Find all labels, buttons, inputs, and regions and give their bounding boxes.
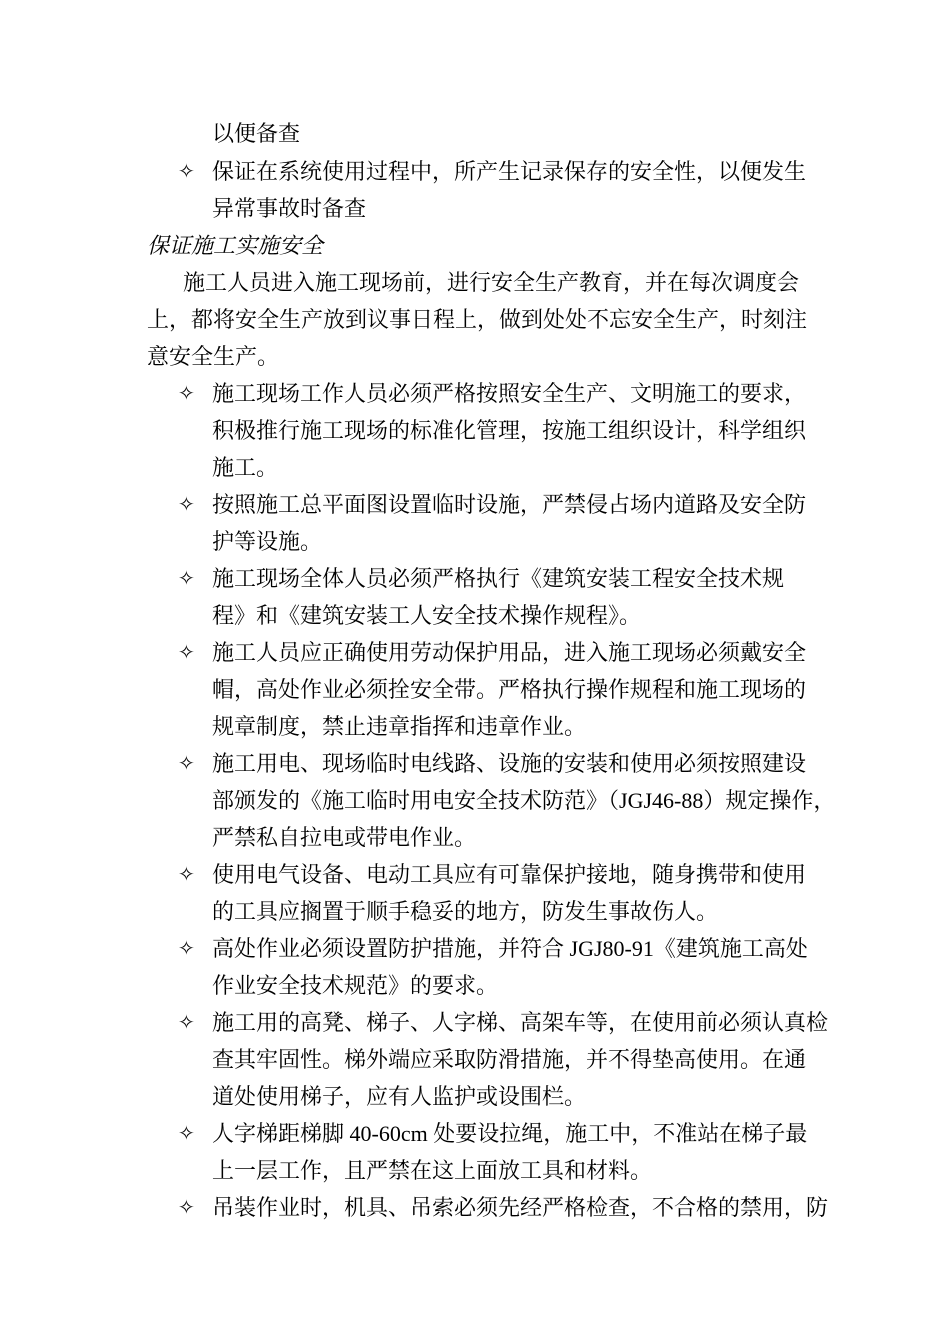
bullet-line: 保证在系统使用过程中，所产生记录保存的安全性，以便发生 (212, 159, 807, 184)
paragraph-line: 上，都将安全生产放到议事日程上，做到处处不忘安全生产，时刻注 (147, 307, 808, 332)
bullet-icon: ✧ (178, 1197, 195, 1219)
bullet-icon: ✧ (178, 1012, 195, 1034)
bullet-icon: ✧ (178, 161, 195, 183)
bullet-line: 施工用的高凳、梯子、人字梯、高架车等，在使用前必须认真检 (212, 1010, 829, 1035)
bullet-line: 上一层工作，且严禁在这上面放工具和材料。 (212, 1158, 653, 1183)
bullet-icon: ✧ (178, 753, 195, 775)
bullet-icon: ✧ (178, 938, 195, 960)
bullet-line: 施工人员应正确使用劳动保护用品，进入施工现场必须戴安全 (212, 640, 807, 665)
continuation-line: 以便备查 (212, 121, 301, 146)
bullet-line: 帽，高处作业必须拴安全带。严格执行操作规程和施工现场的 (212, 677, 807, 702)
bullet-line: 查其牢固性。梯外端应采取防滑措施，并不得垫高使用。在通 (212, 1047, 807, 1072)
bullet-line: 规章制度，禁止违章指挥和违章作业。 (212, 714, 587, 739)
bullet-icon: ✧ (178, 494, 195, 516)
bullet-line: 程》和《建筑安装工人安全技术操作规程》。 (212, 603, 642, 628)
bullet-line: 道处使用梯子，应有人监护或设围栏。 (212, 1084, 587, 1109)
bullet-line: 积极推行施工现场的标准化管理，按施工组织设计，科学组织 (212, 418, 807, 443)
bullet-line: 施工用电、现场临时电线路、设施的安装和使用必须按照建设 (212, 751, 807, 776)
bullet-icon: ✧ (178, 864, 195, 886)
bullet-line: 的工具应搁置于顺手稳妥的地方，防发生事故伤人。 (212, 899, 719, 924)
bullet-line: 部颁发的《施工临时用电安全技术防范》（JGJ46-88）规定操作， (212, 788, 836, 813)
bullet-line: 严禁私自拉电或带电作业。 (212, 825, 477, 850)
bullet-line: 高处作业必须设置防护措施，并符合 JGJ80-91《建筑施工高处 (212, 936, 808, 961)
bullet-icon: ✧ (178, 383, 195, 405)
bullet-line: 作业安全技术规范》的要求。 (212, 973, 499, 998)
bullet-line: 人字梯距梯脚 40-60cm 处要设拉绳，施工中，不准站在梯子最 (212, 1121, 808, 1146)
bullet-icon: ✧ (178, 1123, 195, 1145)
paragraph-line: 意安全生产。 (147, 344, 280, 369)
section-heading: 保证施工实施安全 (147, 233, 324, 258)
bullet-line: 施工现场全体人员必须严格执行《建筑安装工程安全技术规 (212, 566, 785, 591)
bullet-icon: ✧ (178, 642, 195, 664)
bullet-icon: ✧ (178, 568, 195, 590)
bullet-line: 施工。 (212, 455, 279, 480)
bullet-line: 施工现场工作人员必须严格按照安全生产、文明施工的要求， (212, 381, 807, 406)
paragraph-line: 施工人员进入施工现场前，进行安全生产教育，并在每次调度会 (183, 270, 800, 295)
bullet-line: 按照施工总平面图设置临时设施，严禁侵占场内道路及安全防 (212, 492, 807, 517)
bullet-line: 护等设施。 (212, 529, 323, 554)
bullet-line: 吊装作业时，机具、吊索必须先经严格检查，不合格的禁用，防 (212, 1195, 829, 1220)
bullet-line: 使用电气设备、电动工具应有可靠保护接地，随身携带和使用 (212, 862, 807, 887)
bullet-line: 异常事故时备查 (212, 196, 367, 221)
